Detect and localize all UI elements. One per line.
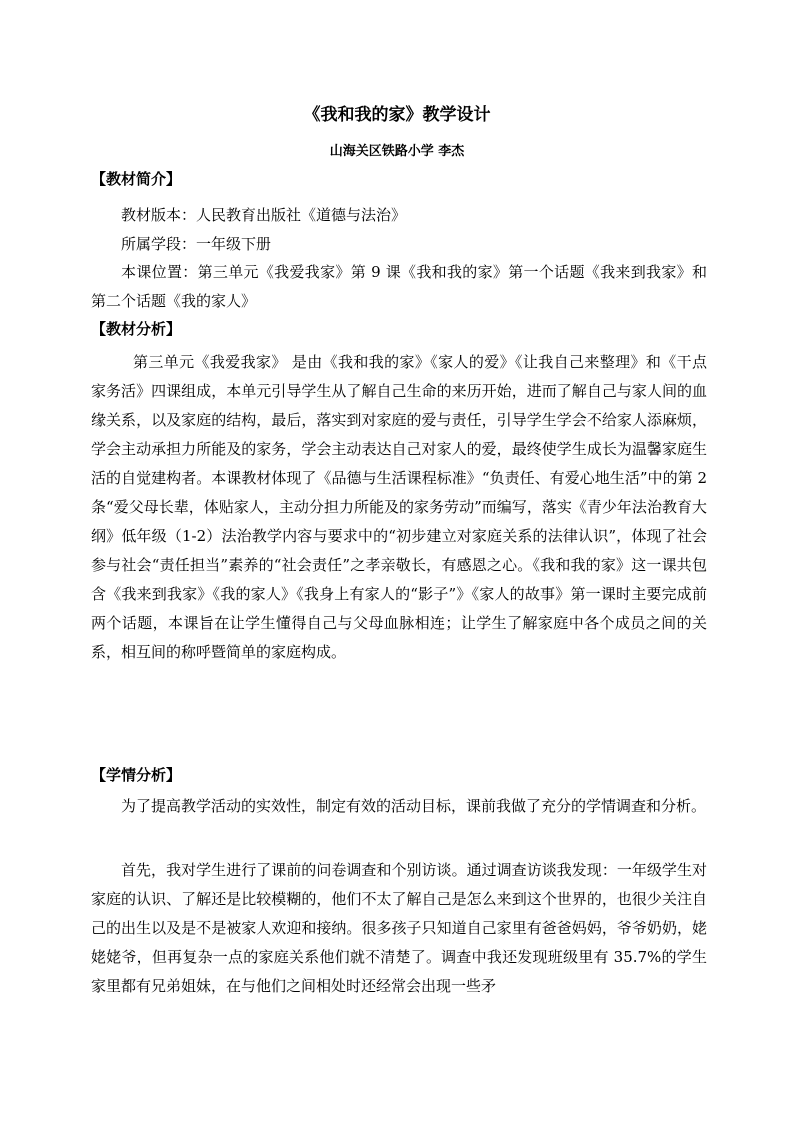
document-author: 山海关区铁路小学 李杰 xyxy=(329,144,465,159)
section-heading-textbook-analysis: 【教材分析】 xyxy=(91,320,182,338)
section-heading-textbook-intro: 【教材简介】 xyxy=(91,170,182,188)
section-heading-student-analysis: 【学情分析】 xyxy=(91,766,182,784)
student-analysis-paragraph-2: 首先，我对学生进行了课前的问卷调查和个别访谈。通过调查访谈我发现：一年级学生对家庭的认识、了解还是比较模糊的，他们不太了解自己是怎么来到这个世界的，也很少关注自己的出生以及是不是被家人欢迎和接纳。很多孩子只知道自己家里有爸爸妈妈，爷爷奶奶，姥姥姥爷，但再复杂一点的家庭关系他们就不清楚了。调查中我还发现班级里有 35.7%的学生家里都有兄弟姐妹，在与他们之间相处时还经常会出现一些矛 xyxy=(91,861,707,995)
student-analysis-paragraph-1: 为了提高教学活动的实效性，制定有效的活动目标，课前我做了充分的学情调查和分析。 xyxy=(121,797,707,815)
textbook-analysis-body: 第三单元《我爱我家》 是由《我和我的家》《家人的爱》《让我自己来整理》和《干点家务活》四课组成，本单元引导学生从了解自己生命的来历开始，进而了解自己与家人间的血缘关系，以及家庭的结构，最后，落实到对家庭的爱与责任，引导学生学会不给家人添麻烦，学会主动承担力所能及的家务，学会主动表达自己对家人的爱，最终使学生成长为温馨家庭生活的自觉建构者。本课教材体现了《品德与生活课程标准》“负责任、有爱心地生活”中的第 2 条“爱父母长辈，体贴家人，主动分担力所能及的家务劳动”而编写，落实《青少年法治教育大纲》低年级（1-2）法治教学内容与要求中的“初步建立对家庭关系的法律认识”，体现了社会参与社会“责任担当”素养的“社会责任”之孝亲敬长，有感恩之心。《我和我的家》这一课共包含《我来到我家》《我的家人》《我身上有家人的“影子”》《家人的故事》第一课时主要完成前两个话题，本课旨在让学生懂得自己与父母血脉相连；让学生了解家庭中各个成员之间的关系，相互间的称呼暨简单的家庭构成。 xyxy=(91,353,707,661)
lesson-position: 本课位置：第三单元《我爱我家》第 9 课《我和我的家》第一个话题《我来到我家》和第二个话题《我的家人》 xyxy=(91,263,707,310)
document-title: 《我和我的家》教学设计 xyxy=(303,105,491,125)
textbook-edition: 教材版本：人民教育出版社《道德与法治》 xyxy=(121,206,407,224)
textbook-grade: 所属学段：一年级下册 xyxy=(121,235,272,253)
